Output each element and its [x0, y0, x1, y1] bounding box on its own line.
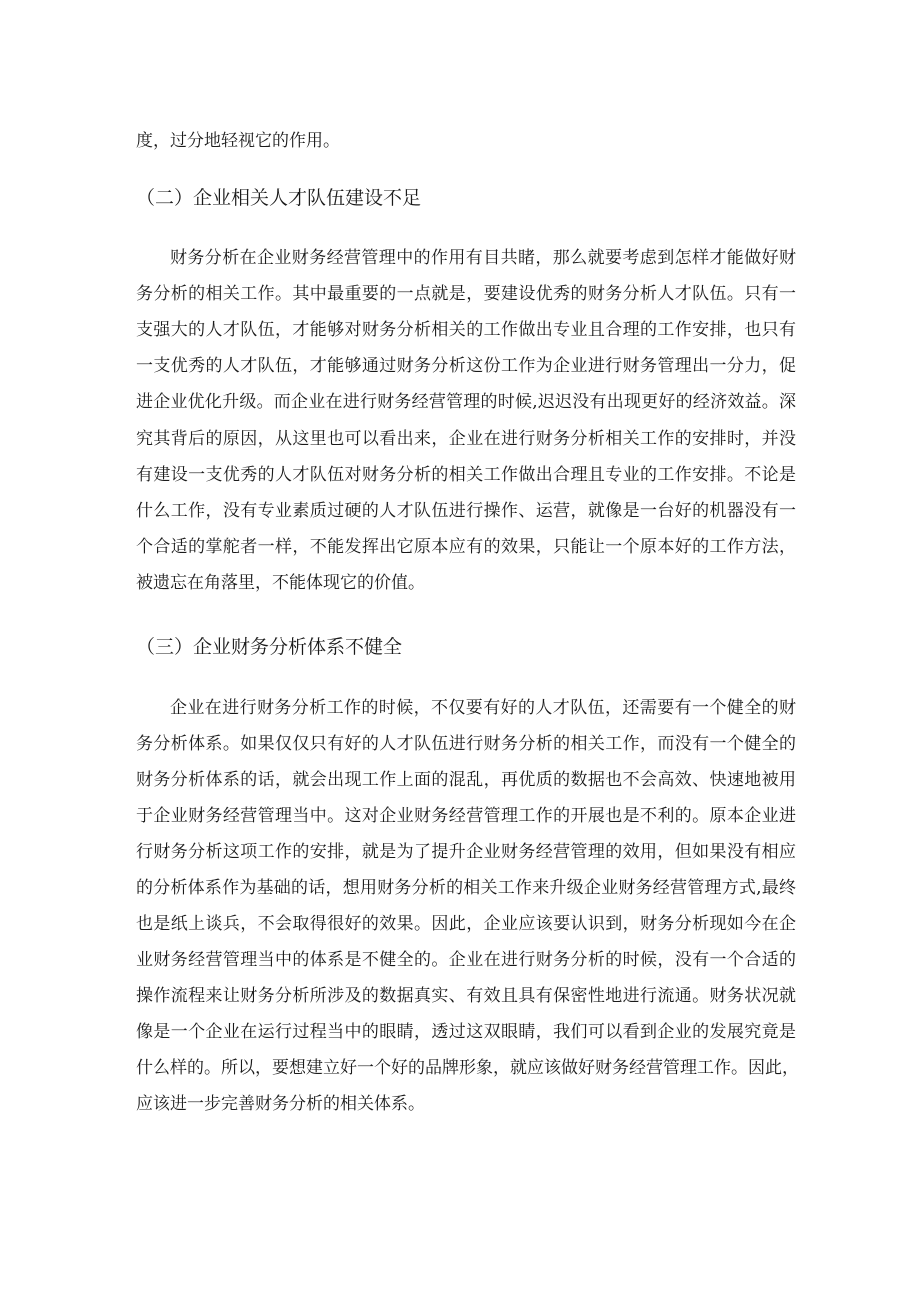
paragraph-line: 的分析体系作为基础的话，想用财务分析的相关工作来升级企业财务经营管理方式,最终 — [136, 878, 796, 898]
paragraph-line: 应该进一步完善财务分析的相关体系。 — [136, 1094, 425, 1114]
paragraph-line: 究其背后的原因，从这里也可以看出来，企业在进行财务分析相关工作的安排时，并没 — [136, 429, 796, 449]
paragraph-line: 业财务经营管理当中的体系是不健全的。企业在进行财务分析的时候，没有一个合适的 — [136, 950, 796, 970]
paragraph-line: 也是纸上谈兵，不会取得很好的效果。因此，企业应该要认识到，财务分析现如今在企 — [136, 914, 796, 934]
paragraph-line: 有建设一支优秀的人才队伍对财务分析的相关工作做出合理且专业的工作安排。不论是 — [136, 465, 796, 485]
paragraph-line: 务分析体系。如果仅仅只有好的人才队伍进行财务分析的相关工作，而没有一个健全的 — [136, 734, 796, 754]
paragraph-line: 什么工作，没有专业素质过硬的人才队伍进行操作、运营，就像是一台好的机器没有一 — [136, 501, 796, 521]
paragraph-line: 一支优秀的人才队伍，才能够通过财务分析这份工作为企业进行财务管理出一分力，促 — [136, 356, 796, 376]
paragraph-line: 被遗忘在角落里，不能体现它的价值。 — [136, 573, 425, 593]
paragraph-line: 于企业财务经营管理当中。这对企业财务经营管理工作的开展也是不利的。原本企业进 — [136, 806, 796, 826]
paragraph-line: 像是一个企业在运行过程当中的眼睛，透过这双眼睛，我们可以看到企业的发展究竟是 — [136, 1022, 796, 1042]
paragraph-line: 行财务分析这项工作的安排，就是为了提升企业财务经营管理的效用，但如果没有相应 — [136, 842, 796, 862]
paragraph-line: 企业在进行财务分析工作的时候，不仅要有好的人才队伍，还需要有一个健全的财 — [170, 698, 796, 718]
paragraph-line: 操作流程来让财务分析所涉及的数据真实、有效且具有保密性地进行流通。财务状况就 — [136, 986, 796, 1006]
paragraph-line: 财务分析体系的话，就会出现工作上面的混乱，再优质的数据也不会高效、快速地被用 — [136, 770, 796, 790]
paragraph-line: 务分析的相关工作。其中最重要的一点就是，要建设优秀的财务分析人才队伍。只有一 — [136, 284, 796, 304]
paragraph-line: 什么样的。所以，要想建立好一个好的品牌形象，就应该做好财务经营管理工作。因此， — [136, 1058, 799, 1078]
section-heading-3: （三）企业财务分析体系不健全 — [136, 636, 403, 658]
intro-line: 度，过分地轻视它的作用。 — [136, 131, 340, 151]
paragraph-line: 财务分析在企业财务经营管理中的作用有目共睹，那么就要考虑到怎样才能做好财 — [170, 248, 796, 268]
paragraph-line: 进企业优化升级。而企业在进行财务经营管理的时候,迟迟没有出现更好的经济效益。深 — [136, 392, 796, 412]
paragraph-line: 支强大的人才队伍，才能够对财务分析相关的工作做出专业且合理的工作安排，也只有 — [136, 320, 796, 340]
section-heading-2: （二）企业相关人才队伍建设不足 — [136, 187, 422, 209]
paragraph-line: 个合适的掌舵者一样，不能发挥出它原本应有的效果，只能让一个原本好的工作方法， — [136, 537, 796, 557]
